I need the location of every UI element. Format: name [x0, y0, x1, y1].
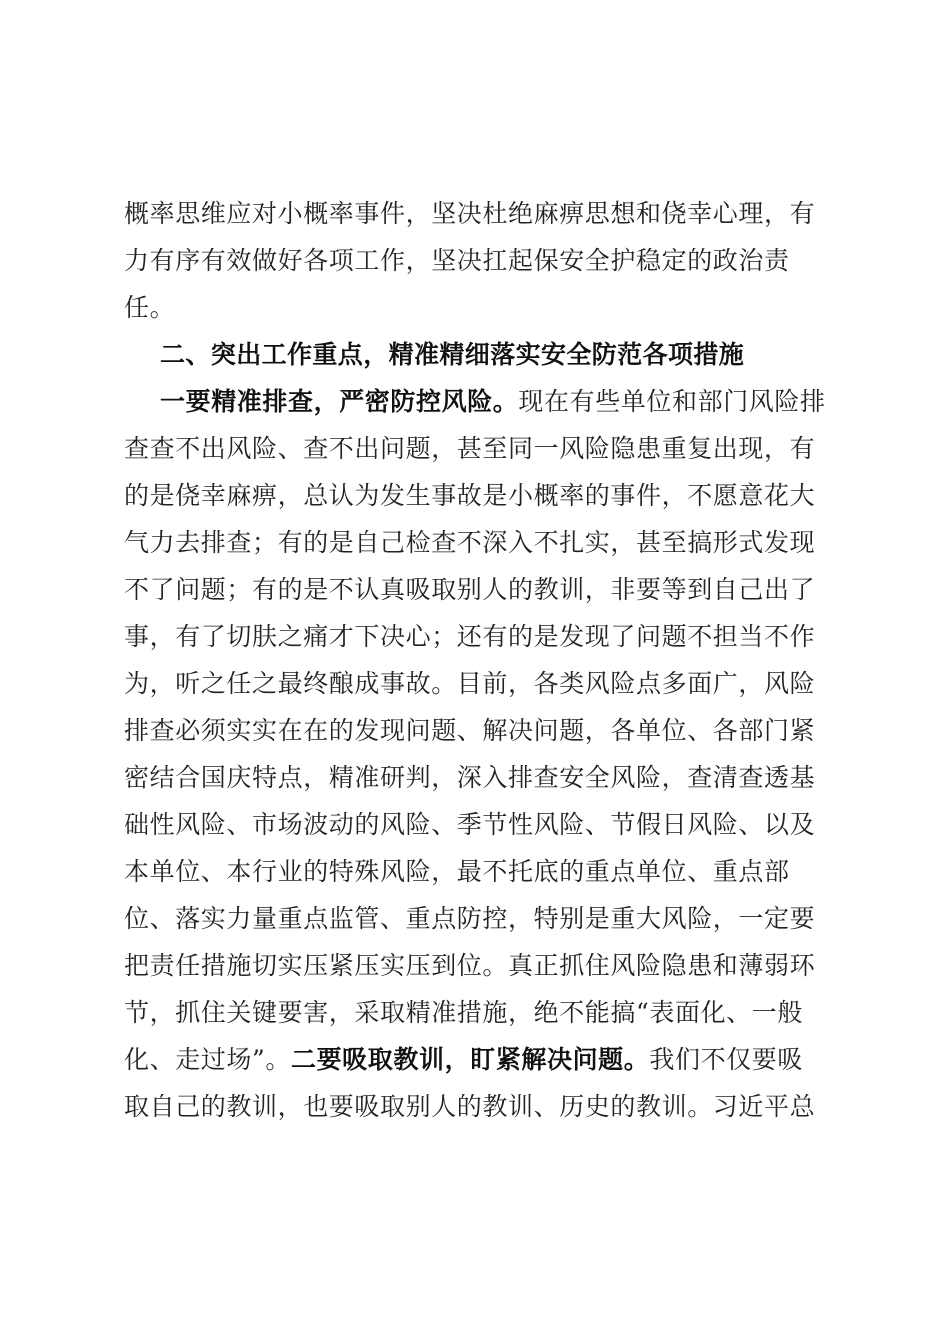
- section-heading: [124, 331, 828, 378]
- line-text: 的是侥幸麻痹，总认为发生事故是小概率的事件，不愿意花大: [124, 481, 816, 510]
- body-line: [124, 1083, 828, 1130]
- line-text: 事，有了切肤之痛才下决心；还有的是发现了问题不担当不作: [124, 622, 816, 651]
- line-text: 不了问题；有的是不认真吸取别人的教训，非要等到自己出了: [124, 575, 816, 604]
- line-text: 现在有些单位和部门风险排: [518, 387, 826, 416]
- body-line: [124, 613, 828, 660]
- line-text: 础性风险、市场波动的风险、季节性风险、节假日风险、以及: [124, 810, 816, 839]
- body-line: [124, 989, 828, 1036]
- line-text: 位、落实力量重点监管、重点防控，特别是重大风险，一定要: [124, 904, 816, 933]
- body-line: [124, 801, 828, 848]
- body-line: [124, 1036, 828, 1083]
- point-title-1: 一要精准排查，严密防控风险。: [160, 387, 519, 416]
- body-line: [124, 378, 828, 425]
- body-line: [124, 566, 828, 613]
- body-line: [124, 942, 828, 989]
- body-line: [124, 237, 828, 284]
- body-line: [124, 284, 828, 331]
- heading-text: 二、突出工作重点，精准精细落实安全防范各项措施: [160, 340, 745, 369]
- body-line: [124, 848, 828, 895]
- line-text: 化、走过场”。: [124, 1045, 291, 1074]
- line-text: 排查必须实实在在的发现问题、解决问题，各单位、各部门紧: [124, 716, 816, 745]
- body-line: [124, 425, 828, 472]
- body-line: [124, 707, 828, 754]
- line-text: 取自己的教训，也要吸取别人的教训、历史的教训。习近平总: [124, 1092, 816, 1121]
- line-text: 气力去排查；有的是自己检查不深入不扎实，甚至搞形式发现: [124, 528, 816, 557]
- line-text: 为，听之任之最终酿成事故。目前，各类风险点多面广，风险: [124, 669, 816, 698]
- line-text: 任。: [124, 293, 176, 322]
- line-text: 力有序有效做好各项工作，坚决扛起保安全护稳定的政治责: [124, 246, 790, 275]
- line-text: 把责任措施切实压紧压实压到位。真正抓住风险隐患和薄弱环: [124, 951, 816, 980]
- body-line: [124, 472, 828, 519]
- line-text: 密结合国庆特点，精准研判，深入排查安全风险，查清查透基: [124, 763, 816, 792]
- body-line: [124, 190, 828, 237]
- line-text: 节，抓住关键要害，采取精准措施，绝不能搞“表面化、一般: [124, 998, 803, 1027]
- line-text: 查查不出风险、查不出问题，甚至同一风险隐患重复出现，有: [124, 434, 816, 463]
- body-line: [124, 895, 828, 942]
- point-title-2: 二要吸取教训，盯紧解决问题。: [290, 1045, 650, 1074]
- body-line: [124, 754, 828, 801]
- body-line: [124, 660, 828, 707]
- line-text: 本单位、本行业的特殊风险，最不托底的重点单位、重点部: [124, 857, 790, 886]
- line-text: 概率思维应对小概率事件，坚决杜绝麻痹思想和侥幸心理，有: [124, 199, 816, 228]
- body-line: [124, 519, 828, 566]
- document-body: [124, 190, 828, 1130]
- line-text: 我们不仅要吸: [649, 1045, 803, 1074]
